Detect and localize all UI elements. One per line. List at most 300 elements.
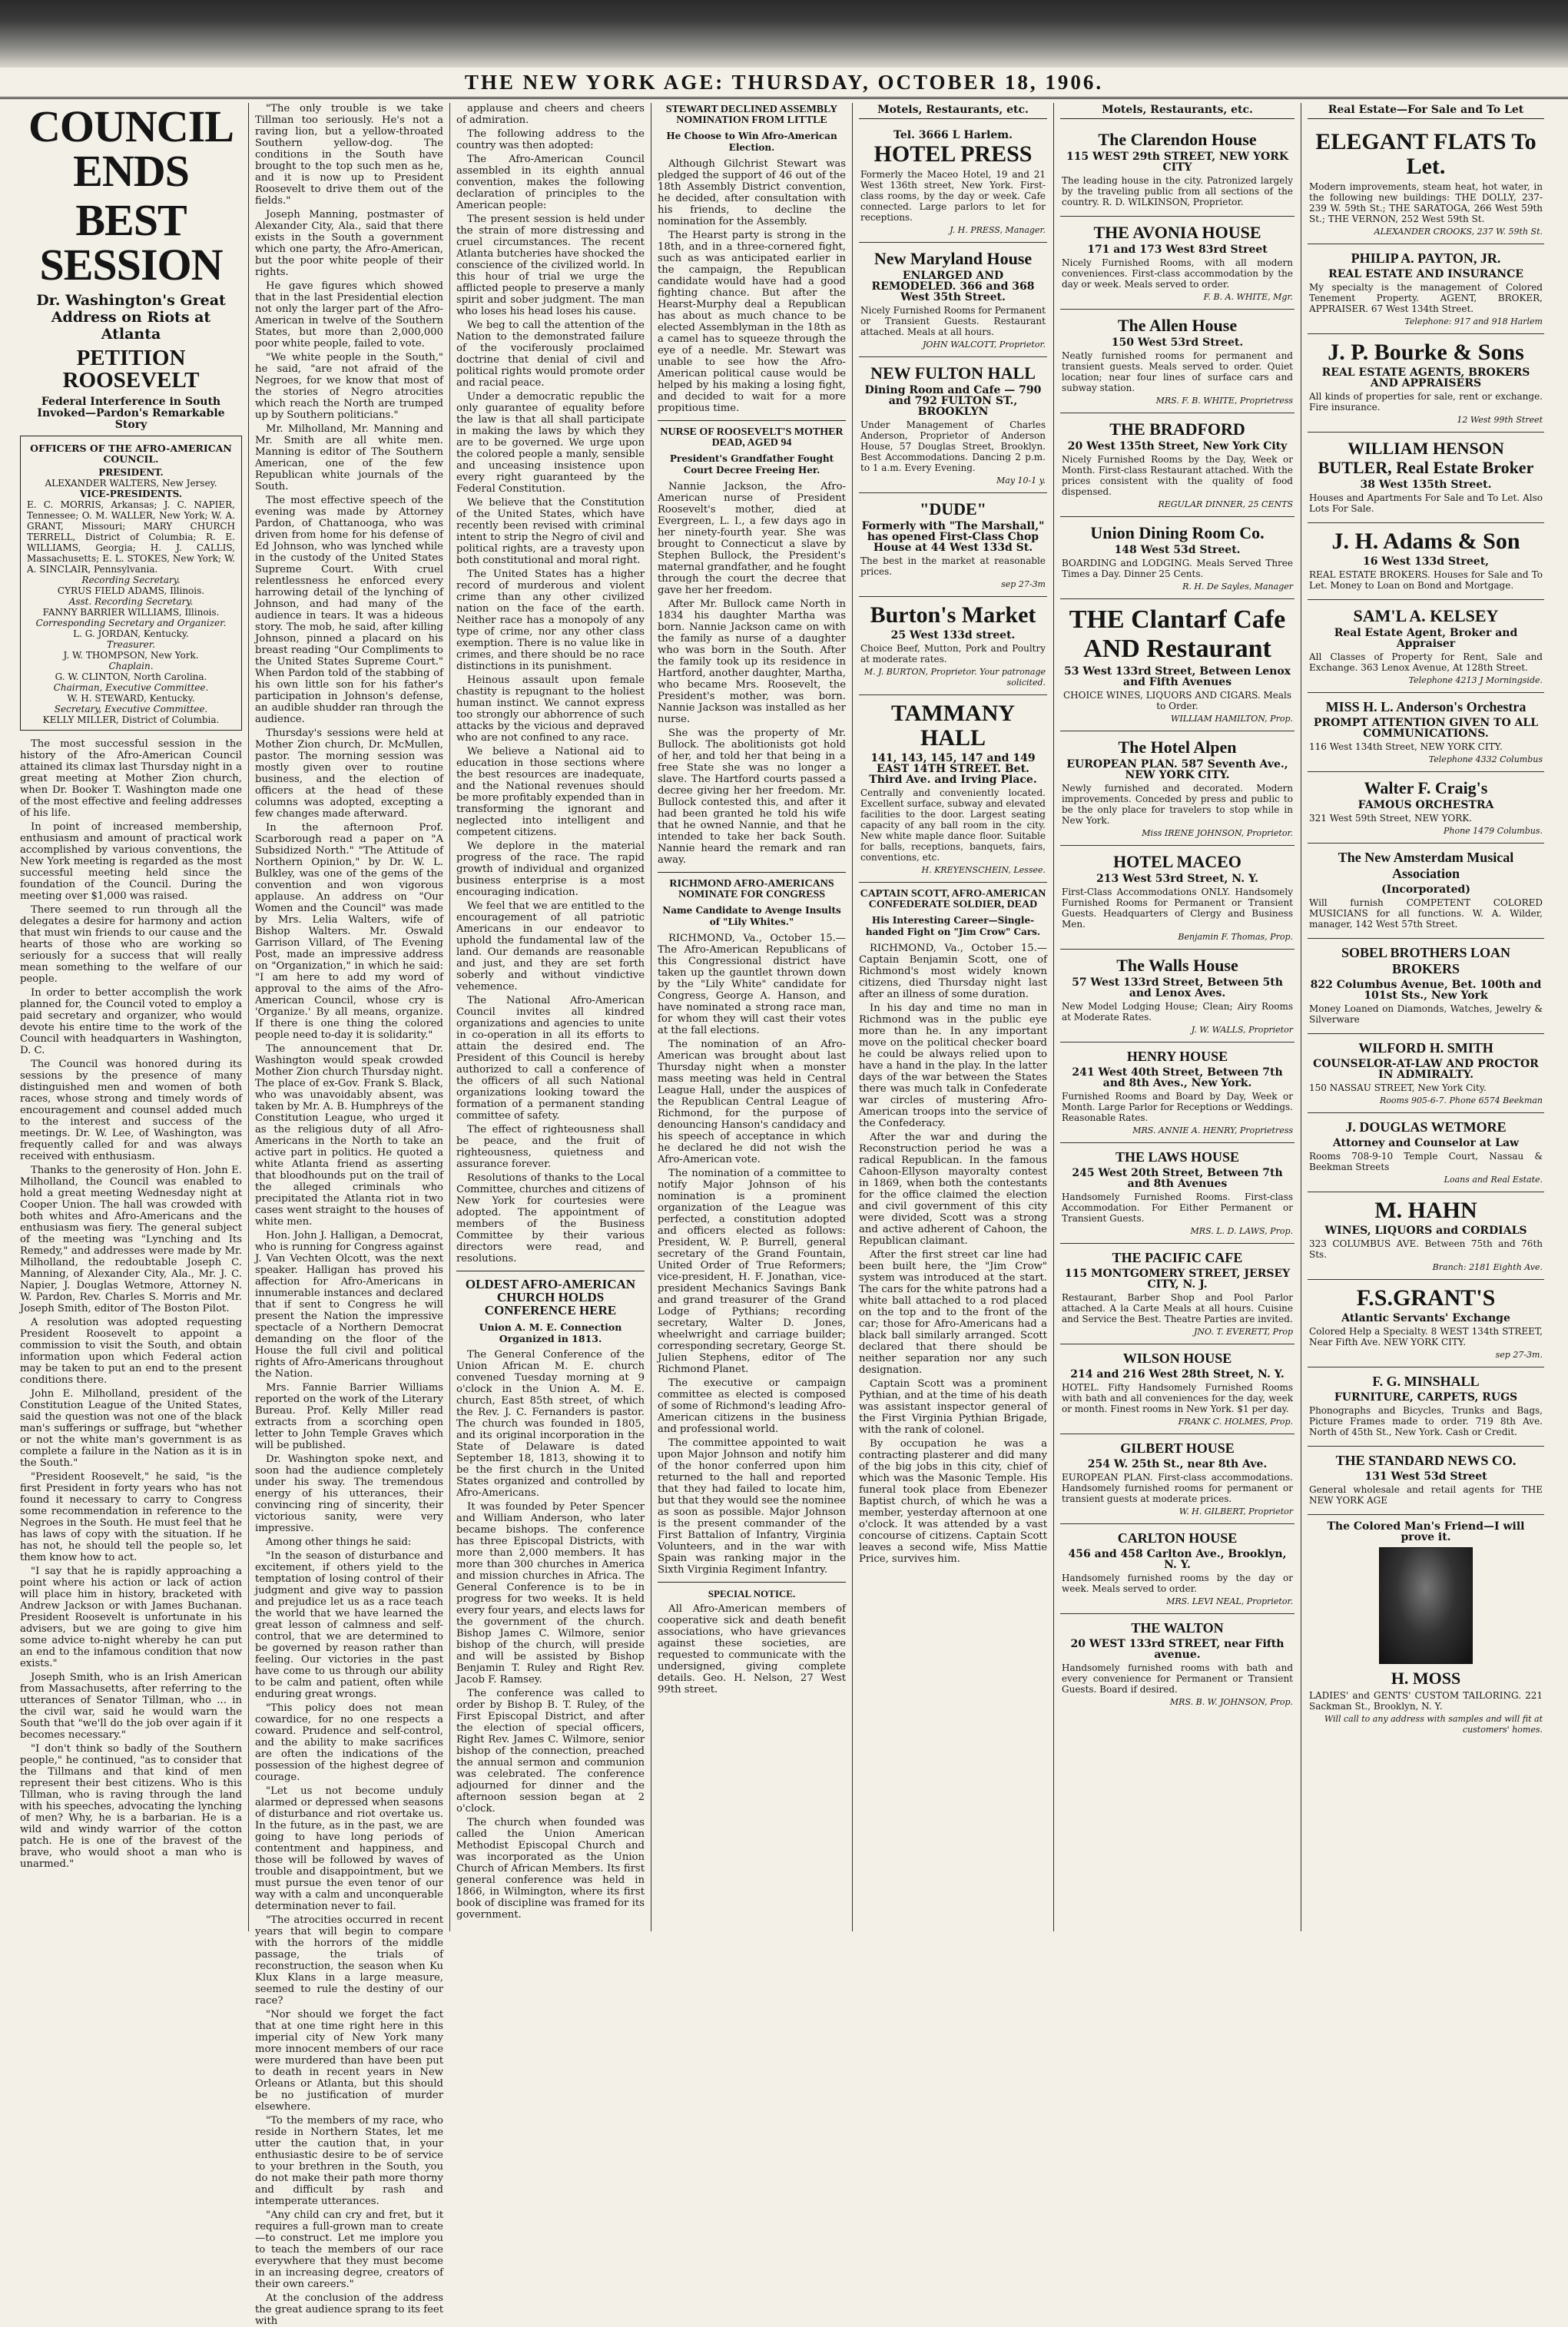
ad-address: 20 WEST 133rd STREET, near Fifth avenue. xyxy=(1070,1638,1285,1661)
ad-address: REAL ESTATE AND INSURANCE xyxy=(1328,268,1523,280)
ad-bradford xyxy=(1060,413,1295,517)
ad-address: 25 West 133d street. xyxy=(890,629,1016,641)
ad-foot: WILLIAM HAMILTON, Prop. xyxy=(1171,714,1293,724)
article-paragraph: He gave figures which showed that in the last Presidential election not only the larger part of the Afro-American in twelve of the Southern States, but more than 2,000,000 poor white people, failed to vote. xyxy=(255,280,443,350)
ad-hotel-alpen xyxy=(1060,731,1295,846)
ad-moss-tailoring xyxy=(1308,1515,1544,1742)
ad-desc: Nicely Furnished Rooms by the Day, Week or Month. First-class Restaurant attached. With the prices consistent with the quality of food dispensed. xyxy=(1062,454,1293,497)
ad-walton xyxy=(1060,1614,1295,1714)
ad-minshall xyxy=(1308,1367,1544,1447)
ad-philip-payton xyxy=(1308,244,1544,334)
ad-address: 131 West 53d Street xyxy=(1364,1470,1487,1483)
divider xyxy=(658,420,846,421)
officer-line: Treasurer. xyxy=(107,639,155,650)
section-label: Motels, Restaurants, etc. xyxy=(1060,104,1295,119)
ad-address: EUROPEAN PLAN. 587 Seventh Ave., NEW YORK CITY. xyxy=(1066,758,1288,781)
ad-desc: Restaurant, Barber Shop and Pool Parlor attached. A la Carte Meals at all hours. Cuisine and Service the Best. Theatre Parties are invited. xyxy=(1062,1292,1293,1324)
article-paragraph: Although Gilchrist Stewart was pledged the support of 46 out of the 18th Assembly District convention, he decided, after consultation with his friends, to decline the nomination for the Assembly. xyxy=(658,158,846,227)
ad-desc: Modern improvements, steam heat, hot water, in the following new buildings: THE DOLLY, 237-239 W. 59th St.; THE SARATOGA, 266 West 59th St.; THE VERNON, 252 West 59th St. xyxy=(1309,181,1543,224)
article-paragraph: After the first street car line had been built here, the "Jim Crow" system was introduced at the start. The cars for the white patrons had a white ball attached to a rod placed on the top and to the front of the car; those for Afro-Americans had a black ball similarly arranged. Scott declared that there should be neither separation nor any such designation. xyxy=(859,1249,1047,1376)
ad-bourke-sons xyxy=(1308,334,1544,433)
ad-foot: JNO. T. EVERETT, Prop xyxy=(1193,1327,1293,1337)
article-paragraph: The General Conference of the Union African M. E. church convened Tuesday morning at 9 o'clock in the Union A. M. E. church, East 85th street, of which the Rev. J. C. Fernanders is pastor. The church was founded in 1805, and its original incorporation in the State of Delaware is dated September 18, 1813, showing it to be the first church in the United States organized and controlled by Afro-Americans. xyxy=(456,1349,645,1499)
ad-walls-house xyxy=(1060,950,1295,1043)
ad-new-amsterdam xyxy=(1308,844,1544,939)
ad-desc: 323 COLUMBUS AVE. Between 75th and 76th Sts. xyxy=(1309,1238,1543,1260)
article-paragraph: Nannie Jackson, the Afro-American nurse of President Roosevelt's mother, died at Evergreen, L. I., a few days ago in her ninety-fourth year. She was brought to Connecticut a slave by Stephen Bullock, the President's maternal grandfather, and he fought through the court the decree that gave her her freedom. xyxy=(658,481,846,596)
article-paragraph: We believe that the Constitution of the United States, which have recently been revised with criminal intent to strip the Negro of civil and political rights, are a travesty upon both constitutional and moral right. xyxy=(456,497,645,566)
ad-foot: JOHN WALCOTT, Proprietor. xyxy=(922,340,1046,350)
ad-name: Union Dining Room Co. xyxy=(1090,523,1265,542)
article-paragraph: At the conclusion of the address the great audience sprang to its feet with xyxy=(255,2292,443,2327)
ad-standard-news xyxy=(1308,1447,1544,1515)
ad-address: ENLARGED AND REMODELED. 366 and 368 West 35th Street. xyxy=(871,270,1035,303)
headline-stewart: STEWART DECLINED ASSEMBLY NOMINATION FROM LITTLE xyxy=(665,104,838,126)
ad-desc: Handsomely furnished rooms by the day or week. Meals served to order. xyxy=(1062,1573,1293,1594)
headline-council-ends: COUNCIL ENDS xyxy=(28,101,234,196)
article-paragraph: applause and cheers and cheers of admiration. xyxy=(456,103,645,126)
ad-carlton-house xyxy=(1060,1524,1295,1614)
headline-oldest-church: OLDEST AFRO-AMERICAN CHURCH HOLDS CONFERENCE HERE xyxy=(465,1277,636,1318)
article-paragraph: Thanks to the generosity of Hon. John E. Milholland, the Council was enabled to hold a great meeting Wednesday night at Cooper Union. The hall was crowded with both whites and Afro-Americans and the enthusiasm was fiery. The general subject of the meeting was "Lynching and Its Remedy," and addresses were made by Mr. Milholland, the redoubtable Joseph C. Manning, of Alexander City, Ala., Mr. J. C. Napier, J. Douglas Wetmore, Attorney N. W. Pardon, Rev. Charles S. Morris and Mr. Joseph Smith, editor of The Boston Pilot. xyxy=(20,1165,242,1314)
ad-desc: Centrally and conveniently located. Excellent surface, subway and elevated facilities to the door. Largest seating capacity of any ball room in the city. New white maple dance floor. Suitable for balls, receptions, banquets, fairs, conventions, etc. xyxy=(860,787,1046,863)
ad-address: REAL ESTATE AGENTS, BROKERS AND APPRAISERS xyxy=(1321,366,1530,389)
ad-desc: Handsomely furnished rooms with bath and every convenience for Permanent or Transient Guests. Board if desired. xyxy=(1062,1662,1293,1695)
column-3 xyxy=(450,103,651,1931)
article-paragraph: It was founded by Peter Spencer and William Anderson, who later became bishops. The conference has three Episcopal Districts, with more than 2,000 members. It has more than 300 churches in America and mission churches in Africa. The General Conference is to be in progress for two weeks. It is held every four years, and elects laws for the government of the church. Bishop James C. Wilmore, senior bishop of the church, will preside and will be assisted by Bishop Benjamin T. Ruley and Right Rev. Jacob F. Ramsey. xyxy=(456,1501,645,1686)
ad-name: ELEGANT FLATS To Let. xyxy=(1315,129,1537,179)
article-paragraph: Hon. John J. Halligan, a Democrat, who is running for Congress against J. Van Vechten Olcott, was the next speaker. Halligan has proved his affection for Afro-Americans in innumerable instances and declared that if sent to Congress he will present the Nation the impressive spectacle of a Northern Democrat demanding on the floor of the House the full civil and political rights of Afro-Americans throughout the Nation. xyxy=(255,1230,443,1380)
officer-line: VICE-PRESIDENTS. xyxy=(79,489,183,499)
ad-name: HENRY HOUSE xyxy=(1126,1049,1228,1064)
ad-foot: J. H. PRESS, Manager. xyxy=(950,225,1046,235)
article-paragraph: RICHMOND, Va., October 15.—The Afro-American Republicans of this Congressional district have taken up the gauntlet thrown down by the "Lily White" candidate for Congress, George A. Hanson, and have nominated a strong race man, for whom they will cast their votes at the fall elections. xyxy=(658,933,846,1036)
ad-foot: M. J. BURTON, Proprietor. Your patronage solicited. xyxy=(864,667,1046,688)
ad-foot: F. B. A. WHITE, Mgr. xyxy=(1203,292,1293,302)
article-paragraph: The most successful session in the history of the Afro-American Council attained its climax last Thursday night in a great meeting at Mother Zion church, when Dr. Booker T. Washington made one of the most effective and feeling addresses of his life. xyxy=(20,738,242,819)
portrait-illustration xyxy=(1379,1547,1473,1664)
ad-address: 456 and 458 Carlton Ave., Brooklyn, N. Y. xyxy=(1068,1548,1287,1571)
ad-foot: ALEXANDER CROOKS, 237 W. 59th St. xyxy=(1374,227,1543,237)
officer-line: CYRUS FIELD ADAMS, Illinois. xyxy=(57,585,205,596)
ad-name: PHILIP A. PAYTON, JR. xyxy=(1351,250,1501,266)
ad-address: 254 W. 25th St., near 8th Ave. xyxy=(1087,1458,1268,1470)
ad-address: 16 West 133d Street, xyxy=(1362,555,1490,568)
ad-desc: The best in the market at reasonable prices. xyxy=(860,555,1046,577)
ad-address: 141, 143, 145, 147 and 149 EAST 14TH STREET. Bet. Third Ave. and Irving Place. xyxy=(869,752,1037,786)
ad-name: The Colored Man's Friend—I will prove it. xyxy=(1327,1520,1525,1543)
article-paragraph: "Any child can cry and fret, but it requires a full-grown man to create—to construct. Let me implore you to teach the members of our race everywhere that they must become in an increasing degree, creators of their own careers." xyxy=(255,2209,443,2290)
article-paragraph: Thursday's sessions were held at Mother Zion church, Dr. McMullen, pastor. The morning session was mostly given over to routine business, and the election of officers at the head of these columns was adopted, excepting a few changes made afterward. xyxy=(255,728,443,820)
ad-foot: J. W. WALLS, Proprietor xyxy=(1191,1025,1293,1035)
ad-address: 148 West 53d Street. xyxy=(1114,544,1241,556)
article-paragraph: The Afro-American Council assembled in its eighth annual convention, makes the following declaration of principles to the American people: xyxy=(456,154,645,211)
ad-desc: LADIES' and GENTS' CUSTOM TAILORING. 221 Sackman St., Brooklyn, N. Y. xyxy=(1309,1690,1543,1712)
ad-address: Tel. 3666 L Harlem. xyxy=(893,129,1013,141)
ad-sobel-brothers xyxy=(1308,939,1544,1034)
ad-address: WINES, LIQUORS and CORDIALS xyxy=(1324,1225,1527,1237)
officer-line: Secretary, Executive Committee. xyxy=(54,704,208,714)
ad-foot: MRS. B. W. JOHNSON, Prop. xyxy=(1169,1697,1293,1707)
ad-burtons-market xyxy=(859,597,1047,695)
deck-stewart: He Choose to Win Afro-American Election. xyxy=(666,131,837,153)
headline-richmond: RICHMOND AFRO-AMERICANS NOMINATE FOR CONGRESS xyxy=(669,878,834,900)
ad-address: 213 West 53rd Street, N. Y. xyxy=(1096,873,1259,885)
article-paragraph: The effect of righteousness shall be peace, and the fruit of righteousness, quietness and assurance forever. xyxy=(456,1124,645,1170)
ad-foot: Telephone: 917 and 918 Harlem xyxy=(1404,317,1543,327)
article-paragraph: "This policy does not mean cowardice, for no one respects a coward. Prudence and self-control, and the ability to make sacrifices are often the indications of the possession of the highest degree of courage. xyxy=(255,1702,443,1783)
ad-wilson-house xyxy=(1060,1344,1295,1434)
ad-name: THE PACIFIC CAFE xyxy=(1112,1250,1243,1265)
ad-name: M. HAHN xyxy=(1374,1198,1477,1223)
headline-special-notice: SPECIAL NOTICE. xyxy=(708,1588,796,1599)
masthead: THE NEW YORK AGE: THURSDAY, OCTOBER 18, 1906. xyxy=(0,71,1568,99)
ad-name: THE WALTON xyxy=(1131,1620,1224,1636)
ad-address: Real Estate Agent, Broker and Appraiser xyxy=(1334,627,1518,650)
article-paragraph: A resolution was adopted requesting President Roosevelt to appoint a commission to visit the South, and obtain information upon which Federal action may be taken to put an end to the present conditions there. xyxy=(20,1317,242,1386)
article-paragraph: Joseph Smith, who is an Irish American from Massachusetts, after referring to the utterances of Senator Tillman, who ... in the civil war, said he would warn the South that "we'll do the job over again if it becomes necessary." xyxy=(20,1672,242,1741)
ad-name: SAM'L A. KELSEY xyxy=(1353,606,1499,625)
article-paragraph: We believe a National aid to education in those sections where the best resources are inadequate, and the National revenues should be more profitably expended than in transforming the ignorant and neglected into intelligent and competent citizens. xyxy=(456,746,645,838)
ad-laws-house xyxy=(1060,1143,1295,1244)
officer-line: Chaplain. xyxy=(108,661,154,671)
ad-kelsey xyxy=(1308,600,1544,693)
ad-foot: Benjamin F. Thomas, Prop. xyxy=(1178,932,1293,942)
ad-foot: Telephone 4332 Columbus xyxy=(1428,754,1543,764)
officer-line: ALEXANDER WALTERS, New Jersey. xyxy=(45,478,217,489)
ad-address: FURNITURE, CARPETS, RUGS xyxy=(1334,1391,1518,1404)
article-paragraph: The most effective speech of the evening was made by Attorney Pardon, of Chattanooga, who was driven from home for his defense of Ed Johnson, who was lynched while in the custody of the United States Supreme Court. With cruel relentlessness he enforced every harrowing detail of the lynching of Johnson, and had many of the audience in tears. It was a hideous story. The mob, he said, after killing Johnson, pinned a placard on his breast reading "Our Compliments to the United States Supreme Court." When Pardon told of the stabbing of his own little son for his father's participation in Johnson's defense, an audible shudder ran through the audience. xyxy=(255,495,443,725)
ad-name: The New Amsterdam Musical Association xyxy=(1338,850,1514,881)
ad-henry-house xyxy=(1060,1043,1295,1143)
ad-desc: Houses and Apartments For Sale and To Let. Also Lots For Sale. xyxy=(1309,492,1543,514)
ad-foot: Will call to any address with samples and will fit at customers' homes. xyxy=(1324,1714,1543,1735)
ad-desc: New Model Lodging House; Clean; Airy Rooms at Moderate Rates. xyxy=(1062,1001,1293,1023)
ad-address: 115 MONTGOMERY STREET, JERSEY CITY, N. J. xyxy=(1064,1268,1291,1291)
ad-craig-orchestra xyxy=(1308,772,1544,844)
ad-anderson-orchestra xyxy=(1308,693,1544,772)
columns xyxy=(14,101,1550,2327)
ad-dude xyxy=(859,493,1047,597)
ad-name: THE LAWS HOUSE xyxy=(1115,1149,1240,1165)
ad-desc: Formerly the Maceo Hotel, 19 and 21 West 136th street, New York. First-class rooms, by the day or week. Cafe connected. Large parlors to let for receptions. xyxy=(860,169,1046,223)
ad-name: THE STANDARD NEWS CO. xyxy=(1335,1453,1517,1468)
ad-foot: H. KREYENSCHEIN, Lessee. xyxy=(921,865,1046,875)
article-paragraph: The United States has a higher record of murderous and violent crime than any other civilized nation on the face of the earth. Neither race has a monopoly of any type of crime, nor any other class exemption. There is no value like in crimes, and there should be no race distinctions in its punishment. xyxy=(456,568,645,672)
officer-line: FANNY BARRIER WILLIAMS, Illinois. xyxy=(42,607,220,618)
ad-address: 53 West 133rd Street, Between Lenox and Fifth Avenues xyxy=(1063,665,1291,688)
officer-line: J. W. THOMPSON, New York. xyxy=(63,650,199,661)
article-paragraph: The Council was honored during its sessions by the presence of many distinguished men and women of both races, whose strong and timely words of encouragement and counsel added much to the interest and success of the meetings. Dr. W. Lee, of Washington, was frequently called for and was always received with enthusiasm. xyxy=(20,1059,242,1162)
ad-foot: W. H. GILBERT, Proprietor xyxy=(1178,1507,1293,1517)
ad-name: TAMMANY HALL xyxy=(890,701,1016,751)
ad-foot: Loans and Real Estate. xyxy=(1444,1175,1543,1185)
ad-clantarf-cafe xyxy=(1060,599,1295,731)
ad-name: NEW FULTON HALL xyxy=(870,363,1036,383)
article-paragraph: In order to better accomplish the work planned for, the Council voted to employ a paid secretary and organizer, who would devote his entire time to the work of the Council with headquarters in Washington, D. C. xyxy=(20,987,242,1056)
ad-wetmore xyxy=(1308,1113,1544,1192)
article-paragraph: Among other things he said: xyxy=(266,1536,412,1548)
column-5 xyxy=(853,103,1054,1931)
ad-desc: HOTEL. Fifty Handsomely Furnished Rooms with bath and all conveniences for the day, week or month. Finest rooms in New York. $1 per day. xyxy=(1062,1382,1293,1414)
ad-name: F.S.GRANT'S xyxy=(1356,1285,1496,1311)
ad-desc: Newly furnished and decorated. Modern improvements. Conceded by press and public to be the only place for travelers to stop while in New York. xyxy=(1062,783,1293,826)
ad-address: Atlantic Servants' Exchange xyxy=(1341,1312,1510,1324)
ad-name: Walter F. Craig's xyxy=(1364,778,1488,797)
article-paragraph: Dr. Washington spoke next, and soon had the audience completely under his sway. The tremendous energy of his utterances, their convincing ring of sincerity, their victorious sanity, were very impressive. xyxy=(255,1454,443,1534)
deck-federal: Federal Interference in South Invoked—Pardon's Remarkable Story xyxy=(37,396,225,431)
section-label: Real Estate—For Sale and To Let xyxy=(1308,104,1544,119)
ad-name: GILBERT HOUSE xyxy=(1120,1440,1235,1456)
ad-address: 245 West 20th Street, Between 7th and 8th Avenues xyxy=(1072,1167,1283,1190)
article-paragraph: The executive or campaign committee as elected is composed of some of Richmond's leading Afro-American citizens in the business and professional world. xyxy=(658,1377,846,1435)
article-paragraph: She was the property of Mr. Bullock. The abolitionists got hold of her, and told her that being in a free State she was no longer a slave. The Hartford courts passed a decree giving her her freedom. Mr. Bullock contested this, and after it had been granted he told his wife that he owned Nannie, and that he intended to take her back South. Nannie heard the remark and ran away. xyxy=(658,728,846,866)
ad-name: J. DOUGLAS WETMORE xyxy=(1345,1119,1507,1135)
ad-name: THE AVONIA HOUSE xyxy=(1093,223,1261,242)
deck-richmond: Name Candidate to Avenge Insults of "Lily Whites." xyxy=(662,905,841,927)
article-paragraph: "Nor should we forget the fact that at one time right here in this imperial city of New York many more innocent members of our race were murdered than have been put to death in recent years in New Orleans or Atlanta, but this should be no justification of murder elsewhere. xyxy=(255,2009,443,2113)
ad-name: "DUDE" xyxy=(920,499,986,519)
article-paragraph: We deplore in the material progress of the race. The rapid growth of individual and organized business enterprise is a most encouraging indication. xyxy=(456,840,645,898)
article-paragraph: In his day and time no man in Richmond was in the public eye more than he. In any important move on the political checker board he could be always relied upon to have a hand in the play. In the latter days of the war between the States there was much talk in Confederate war circles of mustering Afro-American troops into the service of the Confederacy. xyxy=(859,1003,1047,1129)
ad-foot: MRS. L. D. LAWS, Prop. xyxy=(1190,1226,1293,1236)
ad-address: 241 West 40th Street, Between 7th and 8th Aves., New York. xyxy=(1072,1066,1283,1089)
ad-address: 150 West 53rd Street. xyxy=(1111,336,1244,349)
ad-fs-grant xyxy=(1308,1280,1544,1367)
ad-desc: All kinds of properties for sale, rent or exchange. Fire insurance. xyxy=(1309,391,1543,413)
article-paragraph: RICHMOND, Va., October 15.—Captain Benjamin Scott, one of Richmond's most widely known citizens, died Thursday night last after an illness of some duration. xyxy=(859,943,1047,1000)
ad-name: HOTEL MACEO xyxy=(1113,852,1241,871)
article-paragraph: By occupation he was a contracting plasterer and did many of the big jobs in this city, chief of which was the Masonic Temple. His funeral took place from Ebenezer Baptist church, of which he was a member, yesterday afternoon at one o'clock. It was attended by a vast concourse of citizens. Captain Scott leaves a second wife, Miss Mattie Price, survives him. xyxy=(859,1438,1047,1565)
ad-address: 57 West 133rd Street, Between 5th and Lenox Aves. xyxy=(1072,976,1283,999)
ad-desc: 150 NASSAU STREET, New York City. xyxy=(1309,1082,1487,1093)
ad-desc: Colored Help a Specialty. 8 WEST 134th STREET, Near Fifth Ave. NEW YORK CITY. xyxy=(1309,1326,1543,1347)
article-paragraph: "The only trouble is we take Tillman too seriously. He's not a raving lion, but a yellow-throated Southern yellow-dog. The conditions in the South have brought to the top such men as he, and it is now up to President Roosevelt to drive them out of the fields." xyxy=(255,103,443,207)
ad-desc: CHOICE WINES, LIQUORS AND CIGARS. Meals to Order. xyxy=(1062,690,1292,711)
headline-nurse: NURSE OF ROOSEVELT'S MOTHER DEAD, AGED 94 xyxy=(660,426,844,449)
ad-foot: MRS. ANNIE A. HENRY, Proprietress xyxy=(1132,1125,1293,1135)
article-paragraph: The Hearst party is strong in the 18th, and in a three-cornered fight, such as was anticipated earlier in the campaign, the Republican candidate would have had a good fighting chance. But after the Hearst-Murphy deal a Republican has about as much chance to be elected Assemblyman in the 18th as a camel has to squeeze through the eye of a needle. Mr. Stewart was unable to see how the Afro-American political cause would be helped by his making a losing fight, and decided to wait for a more propitious time. xyxy=(658,230,846,414)
headline-captain-scott: CAPTAIN SCOTT, AFRO-AMERICAN CONFEDERATE SOLDIER, DEAD xyxy=(860,888,1046,910)
article-paragraph: The following address to the country was then adopted: xyxy=(456,128,645,151)
article-paragraph: "President Roosevelt," he said, "is the first President in forty years who has not found it necessary to carry to Congress some recommendation in reference to the Negroes in the South. He must feel that he has laws of copy with the situation. If he has not, he should tell the people so, let them know how to act. xyxy=(20,1471,242,1563)
ad-desc: EUROPEAN PLAN. First-class accommodations. Handsomely furnished rooms for permanent or transient guests at moderate prices. xyxy=(1062,1472,1293,1504)
ad-address: COUNSELOR-AT-LAW AND PROCTOR IN ADMIRALTY. xyxy=(1313,1058,1539,1081)
article-paragraph: The announcement that Dr. Washington would speak crowded Mother Zion church Thursday night. The place of ex-Gov. Frank S. Black, who was unavoidably absent, was taken by Mr. A. B. Humphreys of the Constitution League, who urged it as the religious duty of all Afro-Americans in the North to take an active part in politics. He quoted a white Atlanta friend as asserting that bloodhounds put on the trail of the alleged criminals who precipitated the Atlanta riot in two cases went straight to the houses of white men. xyxy=(255,1043,444,1228)
article-paragraph: The committee appointed to wait upon Major Johnson and notify him of the honor conferred upon him returned to the hall and reported that they had failed to locate him, but that they would see the nominee as soon as possible. Major Johnson is the present commander of the First Battalion of Infantry, Virginia Volunteers, and in the war with Spain was ranking major in the Sixth Virginia Regiment Infantry. xyxy=(658,1437,846,1576)
notice-text: All Afro-American members of cooperative sick and death benefit associations, who have grievances against these societies, are requested to communicate with the undersigned, giving complete details. Geo. H. Nelson, 27 West 99th street. xyxy=(658,1603,846,1696)
ad-address: Formerly with "The Marshall," has opened First-Class Chop House at 44 West 133d St. xyxy=(861,520,1045,554)
deck-captain-scott: His Interesting Career—Single-handed Fight on "Jim Crow" Cars. xyxy=(865,915,1041,937)
ad-tammany-hall xyxy=(859,695,1047,883)
ad-desc: Choice Beef, Mutton, Pork and Poultry at moderate rates. xyxy=(860,643,1046,665)
ad-foot: MRS. LEVI NEAL, Proprietor. xyxy=(1166,1596,1293,1606)
ad-desc: REAL ESTATE BROKERS. Houses for Sale and To Let. Money to Loan on Bond and Mortgage. xyxy=(1309,569,1543,591)
ad-name: The Clarendon House xyxy=(1098,130,1257,149)
ad-desc: 116 West 134th Street, NEW YORK CITY. xyxy=(1309,741,1503,752)
ad-foot: Branch: 2181 Eighth Ave. xyxy=(1432,1262,1543,1272)
article-paragraph: Heinous assault upon female chastity is repugnant to the holiest human instinct. We cannot express too strongly our abhorrence of such attacks by the vicious and depraved who are not confined to any race. xyxy=(456,675,645,744)
ad-name: WILFORD H. SMITH xyxy=(1358,1040,1493,1056)
ad-desc: My specialty is the management of Colored Tenement Property. AGENT, BROKER, APPRAISER. 67 West 134th Street. xyxy=(1309,282,1543,314)
ad-address: 38 West 135th Street. xyxy=(1360,479,1492,491)
divider xyxy=(658,1582,846,1583)
ad-foot: sep 27-3m xyxy=(1001,579,1046,589)
ad-name: THE Clantarf Cafe AND Restaurant xyxy=(1069,605,1286,663)
ad-allen-house xyxy=(1060,310,1295,413)
column-4 xyxy=(651,103,853,1931)
ad-hahn xyxy=(1308,1192,1544,1280)
ad-address: 822 Columbus Avenue, Bet. 100th and 101st Sts., New York xyxy=(1310,979,1542,1002)
ad-avonia xyxy=(1060,217,1295,310)
ad-hotel-press xyxy=(859,124,1047,243)
column-6 xyxy=(1054,103,1301,1931)
ad-address: (Incorporated) xyxy=(1381,883,1470,896)
deck-nurse: President's Grandfather Fought Court Decree Freeing Her. xyxy=(669,453,834,476)
ad-address: Attorney and Counselor at Law xyxy=(1332,1137,1520,1149)
ad-name: The Allen House xyxy=(1117,316,1238,335)
headline-petition: PETITION ROOSEVELT xyxy=(62,346,200,393)
ad-address: 214 and 216 West 28th Street, N. Y. xyxy=(1070,1368,1285,1381)
ad-foot: 12 West 99th Street xyxy=(1457,415,1543,425)
ad-name: WILLIAM HENSON BUTLER, Real Estate Broker xyxy=(1318,439,1534,477)
ad-foot: Rooms 905-6-7. Phone 6574 Beekman xyxy=(1379,1096,1543,1105)
ad-name: J. H. Adams & Son xyxy=(1331,529,1520,554)
officer-line: Asst. Recording Secretary. xyxy=(68,596,194,607)
column-1 xyxy=(14,103,249,1931)
ad-elegant-flats xyxy=(1308,124,1544,244)
ad-desc: Neatly furnished rooms for permanent and transient guests. Meals served to order. Quiet location; near four lines of surface cars and subway station. xyxy=(1062,350,1293,393)
article-paragraph: We beg to call the attention of the Nation to the demonstrated failure of the vociferously proclaimed doctrine that denial of civil and political rights would promote order and racial peace. xyxy=(456,320,645,389)
article-paragraph: "I say that he is rapidly approaching a point where his action or lack of action will place him in history, bracketed with Andrew Jackson or with James Buchanan. President Roosevelt is unfortunate in his advisers, but we are going to give him some advice to-night whereby he can put an end to the infamous condition that now exists." xyxy=(20,1566,242,1669)
article-paragraph: In point of increased membership, enthusiasm and amount of practical work accomplished by various conventions, the New York meeting is regarded as the most successful meeting held since the foundation of the Council. During the meeting over $1,000 was raised. xyxy=(20,821,242,902)
ad-name: WILSON HOUSE xyxy=(1122,1351,1232,1366)
article-paragraph: Joseph Manning, postmaster of Alexander City, Ala., said that there exists in the South a government which one party, the Afro-American, but the poor white people of their rights. xyxy=(255,209,443,278)
article-paragraph: After the war and during the Reconstruction period he was a radical Republican. In the famous Cahoon-Ellyson mayoralty contest in 1869, when both the contestants for the office claimed the election and civil government of this city were divided, Scott was a strong and active adherent of Cahoon, the Republican claimant. xyxy=(859,1132,1047,1247)
ad-address: FAMOUS ORCHESTRA xyxy=(1357,799,1494,811)
ad-pacific-cafe xyxy=(1060,1244,1295,1344)
ad-name: The Walls House xyxy=(1116,956,1238,975)
ad-union-dining xyxy=(1060,517,1295,599)
ad-name: HOTEL PRESS xyxy=(874,141,1033,167)
article-paragraph: Resolutions of thanks to the Local Committee, churches and citizens of New York for courtesies were adopted. The appointment of members of the Business Committee by their various directors were read, and resolutions. xyxy=(456,1172,645,1265)
divider xyxy=(658,872,846,873)
article-paragraph: The conference was called to order by Bishop B. T. Ruley, of the First Episcopal District, and after the election of special officers, Right Rev. James C. Wilmore, senior bishop of the connection, preached the annual sermon and communion was celebrated. The conference adjourned for dinner and the afternoon session began at 2 o'clock. xyxy=(456,1688,645,1815)
article-paragraph: There seemed to run through all the delegates a desire for harmony and action that must win friends to our cause and the hearts of those who are working so seriously for a success that will really mean something to the welfare of our people. xyxy=(20,904,242,985)
article-paragraph: Mrs. Fannie Barrier Williams reported on the work of the Literary Bureau. Prof. Kelly Miller read extracts from a scorching open letter to John Temple Graves which will be published. xyxy=(255,1382,443,1451)
article-paragraph: We feel that we are entitled to the encouragement of all patriotic Americans in our endeavor to uphold the fundamental law of the land. Our demands are reasonable and just, and they are set forth soberly and without vindictive vehemence. xyxy=(456,900,645,993)
officer-line: E. C. MORRIS, Arkansas; J. C. NAPIER, Tennessee; O. M. WALLER, New York; W. A. GRANT, Missouri; MARY CHURCH TERRELL, District of Columbia; R. E. WILLIAMS, Georgia; H. J. CALLIS, Massachusetts; E. L. STOKES, New York; W. A. SINCLAIR, Pennsylvania. xyxy=(27,499,235,575)
ad-name: New Maryland House xyxy=(874,249,1033,268)
article-paragraph: "To the members of my race, who reside in Northern States, let me utter the caution that, in your enthusiastic desire to be of service to your brethren in the South, you do not make their path more thorny and difficult by rash and intemperate utterances. xyxy=(255,2115,443,2207)
article-paragraph: John E. Milholland, president of the Constitution League of the United States, said the question was not one of the black man's sufferings or suffrage, but "whether or not the white man's government is as complete a failure in the Nation as it is in the South." xyxy=(20,1388,242,1469)
article-paragraph: "I don't think so badly of the Southern people," he continued, "as to consider that the Tillmans and that kind of men represent their best citizens. Who is this Tillman, who is raving through the land with his speeches, advocating the lynching of men? Why, he is a barbarian. He is a wild and windy warrior of the cotton patch. He is one of the bravest of the brave, who would shoot a man who is unarmed." xyxy=(20,1743,242,1870)
ad-henson-butler xyxy=(1308,433,1544,523)
article-paragraph: The National Afro-American Council invites all kindred organizations and agencies to unite in co-operation in all its efforts to attain the desired end. The President of this Council is hereby authorized to call a conference of the officers of all such National organizations looking toward the formation of a permanent standing committee of safety. xyxy=(456,995,645,1122)
ad-desc: Furnished Rooms and Board by Day, Week or Month. Large Parlor for Receptions or Weddings. Reasonable Rates. xyxy=(1062,1091,1293,1123)
ad-desc: Nicely Furnished Rooms, with all modern conveniences. First-class accommodation by the day or week. Meals served to order. xyxy=(1062,257,1293,290)
ad-name: MISS H. L. Anderson's Orchestra xyxy=(1325,699,1527,714)
officer-line: G. W. CLINTON, North Carolina. xyxy=(55,671,207,682)
ad-hotel-maceo xyxy=(1060,846,1295,950)
ad-desc: BOARDING and LODGING. Meals Served Three Times a Day. Dinner 25 Cents. xyxy=(1062,558,1293,579)
ad-desc: Money Loaned on Diamonds, Watches, Jewelry & Silverware xyxy=(1309,1003,1543,1025)
article-paragraph: The nomination of a committee to notify Major Johnson of his nomination is a prominent organization of the League was perfected, a constitution adopted and officers elected as follows: President, W. P. Burrell, general secretary of the Grand Fountain, United Order of True Reformers; vice-president, H. F. Jonathan, vice-president Mechanics Savings Bank and grand treasurer of the Grand Lodge of Pythians; recording secretary, Walter D. Jones, wheelwright and carriage builder; corresponding secretary, George St. Julien Stephens, editor of The Richmond Planet. xyxy=(658,1168,846,1375)
ad-address: 115 WEST 29th STREET, NEW YORK CITY xyxy=(1066,151,1289,174)
officer-line: KELLY MILLER, District of Columbia. xyxy=(42,714,220,725)
ad-desc: Nicely Furnished Rooms for Permanent or Transient Guests. Restaurant attached. Meals at all hours. xyxy=(860,305,1046,337)
ad-name: Burton's Market xyxy=(870,602,1036,628)
ad-name: SOBEL BROTHERS LOAN BROKERS xyxy=(1341,945,1511,976)
column-7 xyxy=(1301,103,1550,1931)
ad-desc: Handsomely Furnished Rooms. First-class Accommodation. For Either Permanent or Transient Guests. xyxy=(1062,1192,1293,1224)
ad-foot: Miss IRENE JOHNSON, Proprietor. xyxy=(1142,828,1293,838)
article-paragraph: The church when founded was called the Union American Methodist Episcopal Church and was incorporated as the Union Church of African Members. Its first general conference was held in 1866, in Wilmington, where its first book of discipline was framed for its government. xyxy=(456,1817,645,1921)
article-paragraph: "Let us not become unduly alarmed or depressed when seasons of disturbance and riot overtake us. In the future, as in the past, we are going to have long periods of contentment and happiness, and those will be followed by waves of trouble and disappointment, but we must pursue the even tenor of our way with a calm and unconquerable determination never to fail. xyxy=(255,1785,443,1912)
ad-new-maryland xyxy=(859,243,1047,357)
ad-wilford-smith xyxy=(1308,1034,1544,1113)
ad-clarendon xyxy=(1060,124,1295,217)
article-paragraph: "The atrocities occurred in recent years that will begin to compare with the horrors of the middle passage, the trials of reconstruction, the season when Ku Klux Klans in a large measure, seemed to rule the destiny of our race? xyxy=(255,1914,443,2007)
ad-foot: sep 27-3m. xyxy=(1495,1350,1543,1360)
article-paragraph: In the afternoon Prof. Scarborough read a paper on "A Subsidized North." "The Attitude of Northern Opinion," by Dr. W. L. Bulkley, was one of the gems of the convention and won vigorous applause. An address on "Our Women and the Council" was made by Mrs. Lelia Walters, wife of Bishop Walters. Mr. Oswald Garrison Villard, of The Evening Post, made an impressive address on "Organization," in which he said: "I am here to add my word of approval to the aims of the Afro-American Council, whose cry is 'Organize.' By all means, organize. If there is one thing the colored people need to-day it is solidarity." xyxy=(255,822,443,1041)
ad-desc: Phonographs and Bicycles, Trunks and Bags, Picture Frames made to order. 719 8th Ave. North of 45th St., New York. Cash or Credit. xyxy=(1309,1405,1543,1437)
ad-address: H. MOSS xyxy=(1391,1669,1461,1688)
article-paragraph: Mr. Milholland, Mr. Manning and Mr. Smith are all white men. Manning is editor of The Southern American, one of the few Republican white journals of the South. xyxy=(255,423,443,492)
column-2 xyxy=(249,103,450,2327)
ad-desc: Will furnish COMPETENT COLORED MUSICIANS for all functions. W. A. Wilder, manager, 142 West 57th Street. xyxy=(1309,897,1543,930)
officers-box xyxy=(20,436,242,731)
officer-line: W. H. STEWARD, Kentucky. xyxy=(67,693,195,704)
ad-desc: All Classes of Property for Rent, Sale and Exchange. 363 Lenox Avenue, At 128th Street. xyxy=(1309,651,1543,673)
officer-line: L. G. JORDAN, Kentucky. xyxy=(73,628,189,639)
ad-foot: MRS. F. B. WHITE, Proprietress xyxy=(1155,396,1293,406)
article-paragraph: Under a democratic republic the only guarantee of equality before the law is that all shall participate in making the laws by which they are to be governed. We urge upon the colored people a manly, sensible and unceasing insistence upon every right guaranteed by the Federal Constitution. xyxy=(456,391,645,495)
article-paragraph: The nomination of an Afro-American was brought about last Thursday night when a monster mass meeting was held in Central League Hall, under the auspices of the Republican Central League of Richmond, for the purpose of denouncing Hanson's candidacy and his speech of acceptance in which he declared he did not wish the Afro-American vote. xyxy=(658,1039,846,1165)
ad-name: CARLTON HOUSE xyxy=(1117,1530,1238,1546)
deck-washington: Dr. Washington's Great Address on Riots at Atlanta xyxy=(36,292,226,343)
officer-line: Chairman, Executive Committee. xyxy=(53,682,209,693)
ad-jh-adams xyxy=(1308,523,1544,600)
ad-name: J. P. Bourke & Sons xyxy=(1328,340,1524,365)
ad-foot: Telephone 4213 J Morningside. xyxy=(1408,675,1543,685)
ad-foot: May 10-1 y. xyxy=(996,476,1046,486)
ad-desc: Under Management of Charles Anderson, Proprietor of Anderson House, 57 Douglas Street, Brooklyn. Best Accommodations. Dancing 2 p.m. to 1 a.m. Every Evening. xyxy=(860,419,1046,473)
officer-line: Recording Secretary. xyxy=(81,575,181,585)
ad-foot: Phone 1479 Columbus. xyxy=(1443,826,1543,836)
ad-address: 20 West 135th Street, New York City xyxy=(1067,440,1288,452)
article-paragraph: After Mr. Bullock came North in 1834 his daughter Martha was born. Nannie Jackson came on with the family as nurse of a daughter who was born in the South. After the family took up its residence in Hartford, another daughter, Martha, who became Mrs. Roosevelt, the President's mother, was born. Nannie Jackson was installed as her nurse. xyxy=(658,598,846,725)
ad-gilbert-house xyxy=(1060,1434,1295,1524)
ad-name: THE BRADFORD xyxy=(1109,419,1245,439)
ad-foot: FRANK C. HOLMES, Prop. xyxy=(1178,1417,1293,1427)
ad-foot: REGULAR DINNER, 25 CENTS xyxy=(1158,499,1293,509)
ad-address: 171 and 173 West 83rd Street xyxy=(1087,244,1268,256)
officer-line: PRESIDENT. xyxy=(98,467,164,478)
article-paragraph: "We white people in the South," he said, "are not afraid of the Negroes, for we know that most of the stories of Negro atrocities which reach the North are trumped up by Southern politicians." xyxy=(255,352,443,421)
ad-desc: 321 West 59th Street, NEW YORK. xyxy=(1309,813,1473,824)
section-label: Motels, Restaurants, etc. xyxy=(859,104,1047,119)
article-paragraph: "In the season of disturbance and excitement, if others yield to the temptation of losing control of their judgment and give way to passion and prejudice let us as a race teach the world that we have learned the great lesson of calmness and self-control, that we are determined to be governed by reason rather than feeling. Our victories in the past have come to us through our ability to be calm and patient, often while enduring great wrongs. xyxy=(255,1550,443,1700)
article-paragraph: Captain Scott was a prominent Pythian, and at the time of his death was assistant inspector general of the First Virginia Pythian Brigade, with the rank of colonel. xyxy=(859,1378,1047,1436)
ad-desc: Rooms 708-9-10 Temple Court, Nassau & Beekman Streets xyxy=(1309,1151,1543,1172)
headline-best-session: BEST SESSION xyxy=(39,195,223,290)
article-paragraph: The present session is held under the strain of more distressing and cruel circumstances. The recent Atlanta butcheries have shocked the conscience of the civilized world. In this hour of trial we urge the afflicted people to preserve a manly spirit and sober judgment. The man who loses his head loses his cause. xyxy=(456,214,645,317)
ad-desc: First-Class Accommodations ONLY. Handsomely Furnished Rooms for Permanent or Transient Guests. Headquarters of Clergy and Business Men. xyxy=(1062,887,1293,930)
ad-name: The Hotel Alpen xyxy=(1118,738,1237,757)
ad-foot: R. H. De Sayles, Manager xyxy=(1182,582,1293,592)
ad-address: Dining Room and Cafe — 790 and 792 FULTON ST., BROOKLYN xyxy=(864,384,1042,418)
